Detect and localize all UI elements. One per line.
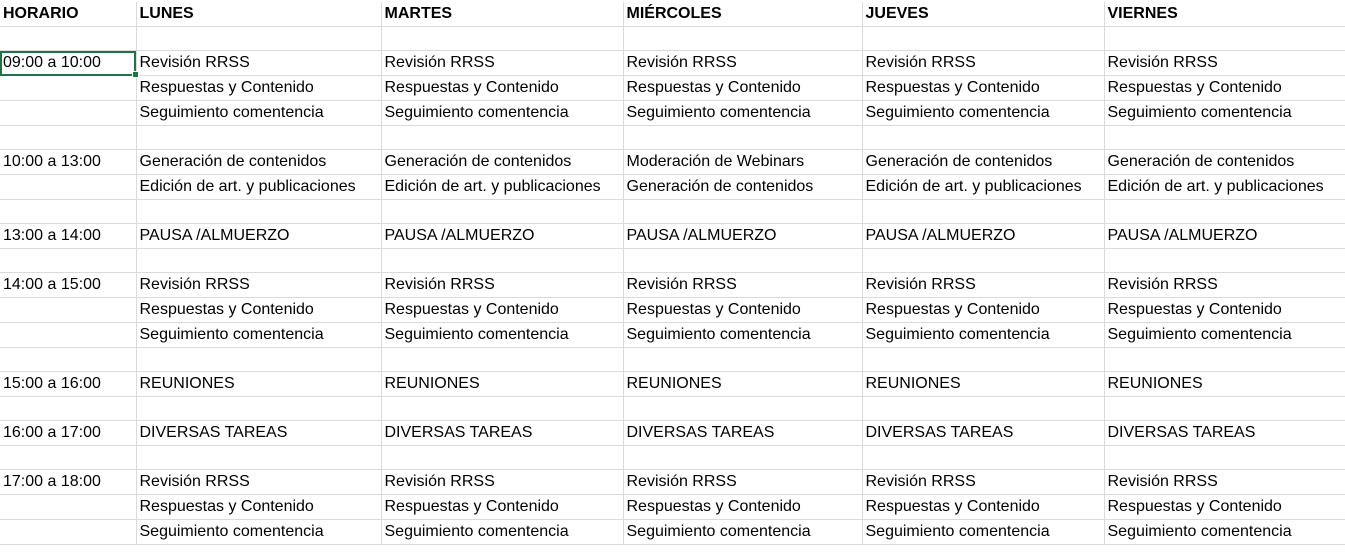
cell-horario[interactable]: 14:00 a 15:00 (0, 273, 136, 298)
cell-lunes[interactable] (136, 249, 381, 273)
cell-viernes[interactable]: REUNIONES (1104, 372, 1345, 397)
cell-miercoles[interactable]: Revisión RRSS (623, 470, 862, 495)
table-row (0, 495, 1345, 520)
cell-horario[interactable] (0, 101, 136, 126)
table-row (0, 397, 1345, 421)
cell-jueves[interactable]: Respuestas y Contenido (862, 76, 1104, 101)
cell-jueves[interactable]: Revisión RRSS (862, 273, 1104, 298)
cell-miercoles[interactable] (623, 249, 862, 273)
cell-viernes[interactable]: Edición de art. y publicaciones (1104, 175, 1345, 200)
cell-miercoles[interactable] (623, 446, 862, 470)
cell-horario[interactable] (0, 446, 136, 470)
cell-viernes[interactable] (1104, 397, 1345, 421)
header-cell-jueves[interactable]: JUEVES (862, 2, 1104, 27)
cell-viernes[interactable]: Respuestas y Contenido (1104, 76, 1345, 101)
cell-jueves[interactable]: PAUSA /ALMUERZO (862, 224, 1104, 249)
cell-martes[interactable]: Seguimiento comentencia (381, 323, 623, 348)
cell-miercoles[interactable]: Respuestas y Contenido (623, 298, 862, 323)
cell-jueves[interactable] (862, 200, 1104, 224)
cell-horario[interactable] (0, 27, 136, 51)
cell-viernes[interactable] (1104, 27, 1345, 51)
cell-lunes[interactable]: Edición de art. y publicaciones (136, 175, 381, 200)
cell-viernes[interactable] (1104, 200, 1345, 224)
table-row (0, 224, 1345, 249)
cell-jueves[interactable]: Edición de art. y publicaciones (862, 175, 1104, 200)
cell-martes[interactable]: Generación de contenidos (381, 150, 623, 175)
cell-miercoles[interactable]: Respuestas y Contenido (623, 495, 862, 520)
cell-viernes[interactable]: Revisión RRSS (1104, 470, 1345, 495)
table-row (0, 249, 1345, 273)
table-row (0, 348, 1345, 372)
spreadsheet-grid (0, 2, 1345, 545)
cell-lunes[interactable]: Seguimiento comentencia (136, 520, 381, 545)
table-row (0, 200, 1345, 224)
cell-viernes[interactable]: PAUSA /ALMUERZO (1104, 224, 1345, 249)
cell-lunes[interactable]: Revisión RRSS (136, 273, 381, 298)
cell-lunes[interactable]: Respuestas y Contenido (136, 76, 381, 101)
cell-jueves[interactable]: Seguimiento comentencia (862, 520, 1104, 545)
cell-viernes[interactable]: DIVERSAS TAREAS (1104, 421, 1345, 446)
cell-lunes[interactable] (136, 126, 381, 150)
cell-martes[interactable]: Respuestas y Contenido (381, 495, 623, 520)
cell-jueves[interactable]: Generación de contenidos (862, 150, 1104, 175)
cell-miercoles[interactable]: Revisión RRSS (623, 273, 862, 298)
table-row (0, 126, 1345, 150)
cell-horario[interactable]: 15:00 a 16:00 (0, 372, 136, 397)
cell-martes[interactable]: Seguimiento comentencia (381, 101, 623, 126)
cell-martes[interactable] (381, 397, 623, 421)
cell-horario[interactable] (0, 200, 136, 224)
header-cell-miercoles[interactable]: MIÉRCOLES (623, 2, 862, 27)
cell-lunes[interactable] (136, 397, 381, 421)
cell-lunes[interactable]: Seguimiento comentencia (136, 101, 381, 126)
cell-viernes[interactable]: Generación de contenidos (1104, 150, 1345, 175)
cell-horario[interactable]: 13:00 a 14:00 (0, 224, 136, 249)
cell-lunes[interactable] (136, 27, 381, 51)
cell-miercoles[interactable]: DIVERSAS TAREAS (623, 421, 862, 446)
cell-miercoles[interactable] (623, 348, 862, 372)
table-row (0, 150, 1345, 175)
cell-miercoles[interactable] (623, 27, 862, 51)
cell-horario[interactable] (0, 348, 136, 372)
table-row (0, 520, 1345, 545)
cell-lunes[interactable]: Respuestas y Contenido (136, 495, 381, 520)
table-row (0, 51, 1345, 76)
cell-horario[interactable] (0, 249, 136, 273)
cell-jueves[interactable] (862, 126, 1104, 150)
cell-horario[interactable] (0, 298, 136, 323)
cell-jueves[interactable] (862, 446, 1104, 470)
table-row (0, 372, 1345, 397)
header-cell-martes[interactable]: MARTES (381, 2, 623, 27)
cell-horario[interactable] (0, 520, 136, 545)
header-cell-horario[interactable]: HORARIO (0, 2, 136, 27)
cell-jueves[interactable]: Respuestas y Contenido (862, 495, 1104, 520)
table-row (0, 101, 1345, 126)
cell-martes[interactable]: Edición de art. y publicaciones (381, 175, 623, 200)
cell-miercoles[interactable]: Seguimiento comentencia (623, 520, 862, 545)
cell-jueves[interactable] (862, 397, 1104, 421)
cell-miercoles[interactable] (623, 200, 862, 224)
cell-martes[interactable] (381, 27, 623, 51)
table-row (0, 273, 1345, 298)
cell-martes[interactable]: DIVERSAS TAREAS (381, 421, 623, 446)
cell-lunes[interactable]: Revisión RRSS (136, 51, 381, 76)
cell-horario[interactable] (0, 495, 136, 520)
cell-martes[interactable] (381, 200, 623, 224)
table-row (0, 76, 1345, 101)
cell-jueves[interactable]: Seguimiento comentencia (862, 101, 1104, 126)
cell-lunes[interactable]: Respuestas y Contenido (136, 298, 381, 323)
cell-martes[interactable]: REUNIONES (381, 372, 623, 397)
cell-miercoles[interactable] (623, 397, 862, 421)
cell-martes[interactable]: Revisión RRSS (381, 470, 623, 495)
table-row (0, 421, 1345, 446)
header-row (0, 2, 1345, 27)
cell-jueves[interactable] (862, 249, 1104, 273)
cell-viernes[interactable] (1104, 348, 1345, 372)
cell-jueves[interactable] (862, 27, 1104, 51)
cell-lunes[interactable]: Revisión RRSS (136, 470, 381, 495)
cell-martes[interactable]: Respuestas y Contenido (381, 76, 623, 101)
table-row (0, 323, 1345, 348)
cell-miercoles[interactable]: PAUSA /ALMUERZO (623, 224, 862, 249)
cell-lunes[interactable]: Seguimiento comentencia (136, 323, 381, 348)
cell-martes[interactable]: Revisión RRSS (381, 273, 623, 298)
cell-jueves[interactable]: Seguimiento comentencia (862, 323, 1104, 348)
cell-horario[interactable]: 16:00 a 17:00 (0, 421, 136, 446)
cell-martes[interactable] (381, 126, 623, 150)
table-row (0, 27, 1345, 51)
cell-miercoles[interactable]: Seguimiento comentencia (623, 101, 862, 126)
cell-viernes[interactable]: Revisión RRSS (1104, 273, 1345, 298)
cell-viernes[interactable]: Respuestas y Contenido (1104, 298, 1345, 323)
cell-lunes[interactable] (136, 446, 381, 470)
cell-jueves[interactable]: Revisión RRSS (862, 470, 1104, 495)
cell-miercoles[interactable]: Seguimiento comentencia (623, 323, 862, 348)
cell-miercoles[interactable]: Moderación de Webinars (623, 150, 862, 175)
cell-miercoles[interactable]: Revisión RRSS (623, 51, 862, 76)
cell-lunes[interactable]: PAUSA /ALMUERZO (136, 224, 381, 249)
cell-horario[interactable] (0, 76, 136, 101)
cell-martes[interactable] (381, 348, 623, 372)
cell-horario[interactable] (0, 323, 136, 348)
cell-jueves[interactable] (862, 348, 1104, 372)
cell-viernes[interactable] (1104, 446, 1345, 470)
cell-martes[interactable]: Respuestas y Contenido (381, 298, 623, 323)
cell-viernes[interactable]: Seguimiento comentencia (1104, 520, 1345, 545)
cell-jueves[interactable]: Respuestas y Contenido (862, 298, 1104, 323)
cell-lunes[interactable]: Generación de contenidos (136, 150, 381, 175)
header-cell-lunes[interactable]: LUNES (136, 2, 381, 27)
cell-viernes[interactable] (1104, 126, 1345, 150)
cell-horario[interactable]: 10:00 a 13:00 (0, 150, 136, 175)
cell-lunes[interactable] (136, 348, 381, 372)
cell-viernes[interactable]: Seguimiento comentencia (1104, 323, 1345, 348)
cell-viernes[interactable]: Seguimiento comentencia (1104, 101, 1345, 126)
table-row (0, 446, 1345, 470)
cell-jueves[interactable]: REUNIONES (862, 372, 1104, 397)
cell-martes[interactable]: Revisión RRSS (381, 51, 623, 76)
cell-viernes[interactable] (1104, 249, 1345, 273)
cell-viernes[interactable]: Respuestas y Contenido (1104, 495, 1345, 520)
cell-martes[interactable]: PAUSA /ALMUERZO (381, 224, 623, 249)
cell-miercoles[interactable]: Respuestas y Contenido (623, 76, 862, 101)
cell-martes[interactable]: Seguimiento comentencia (381, 520, 623, 545)
cell-horario[interactable]: 09:00 a 10:00 (0, 51, 136, 76)
table-row (0, 470, 1345, 495)
cell-horario[interactable] (0, 126, 136, 150)
cell-lunes[interactable] (136, 200, 381, 224)
cell-viernes[interactable]: Revisión RRSS (1104, 51, 1345, 76)
table-row (0, 175, 1345, 200)
header-cell-viernes[interactable]: VIERNES (1104, 2, 1345, 27)
cell-horario[interactable] (0, 397, 136, 421)
cell-lunes[interactable]: DIVERSAS TAREAS (136, 421, 381, 446)
cell-lunes[interactable]: REUNIONES (136, 372, 381, 397)
table-row (0, 298, 1345, 323)
cell-miercoles[interactable]: REUNIONES (623, 372, 862, 397)
cell-miercoles[interactable] (623, 126, 862, 150)
cell-jueves[interactable]: DIVERSAS TAREAS (862, 421, 1104, 446)
cell-horario[interactable]: 17:00 a 18:00 (0, 470, 136, 495)
cell-jueves[interactable]: Revisión RRSS (862, 51, 1104, 76)
spreadsheet-body (0, 2, 1345, 545)
cell-horario[interactable] (0, 175, 136, 200)
cell-martes[interactable] (381, 446, 623, 470)
cell-martes[interactable] (381, 249, 623, 273)
cell-miercoles[interactable]: Generación de contenidos (623, 175, 862, 200)
